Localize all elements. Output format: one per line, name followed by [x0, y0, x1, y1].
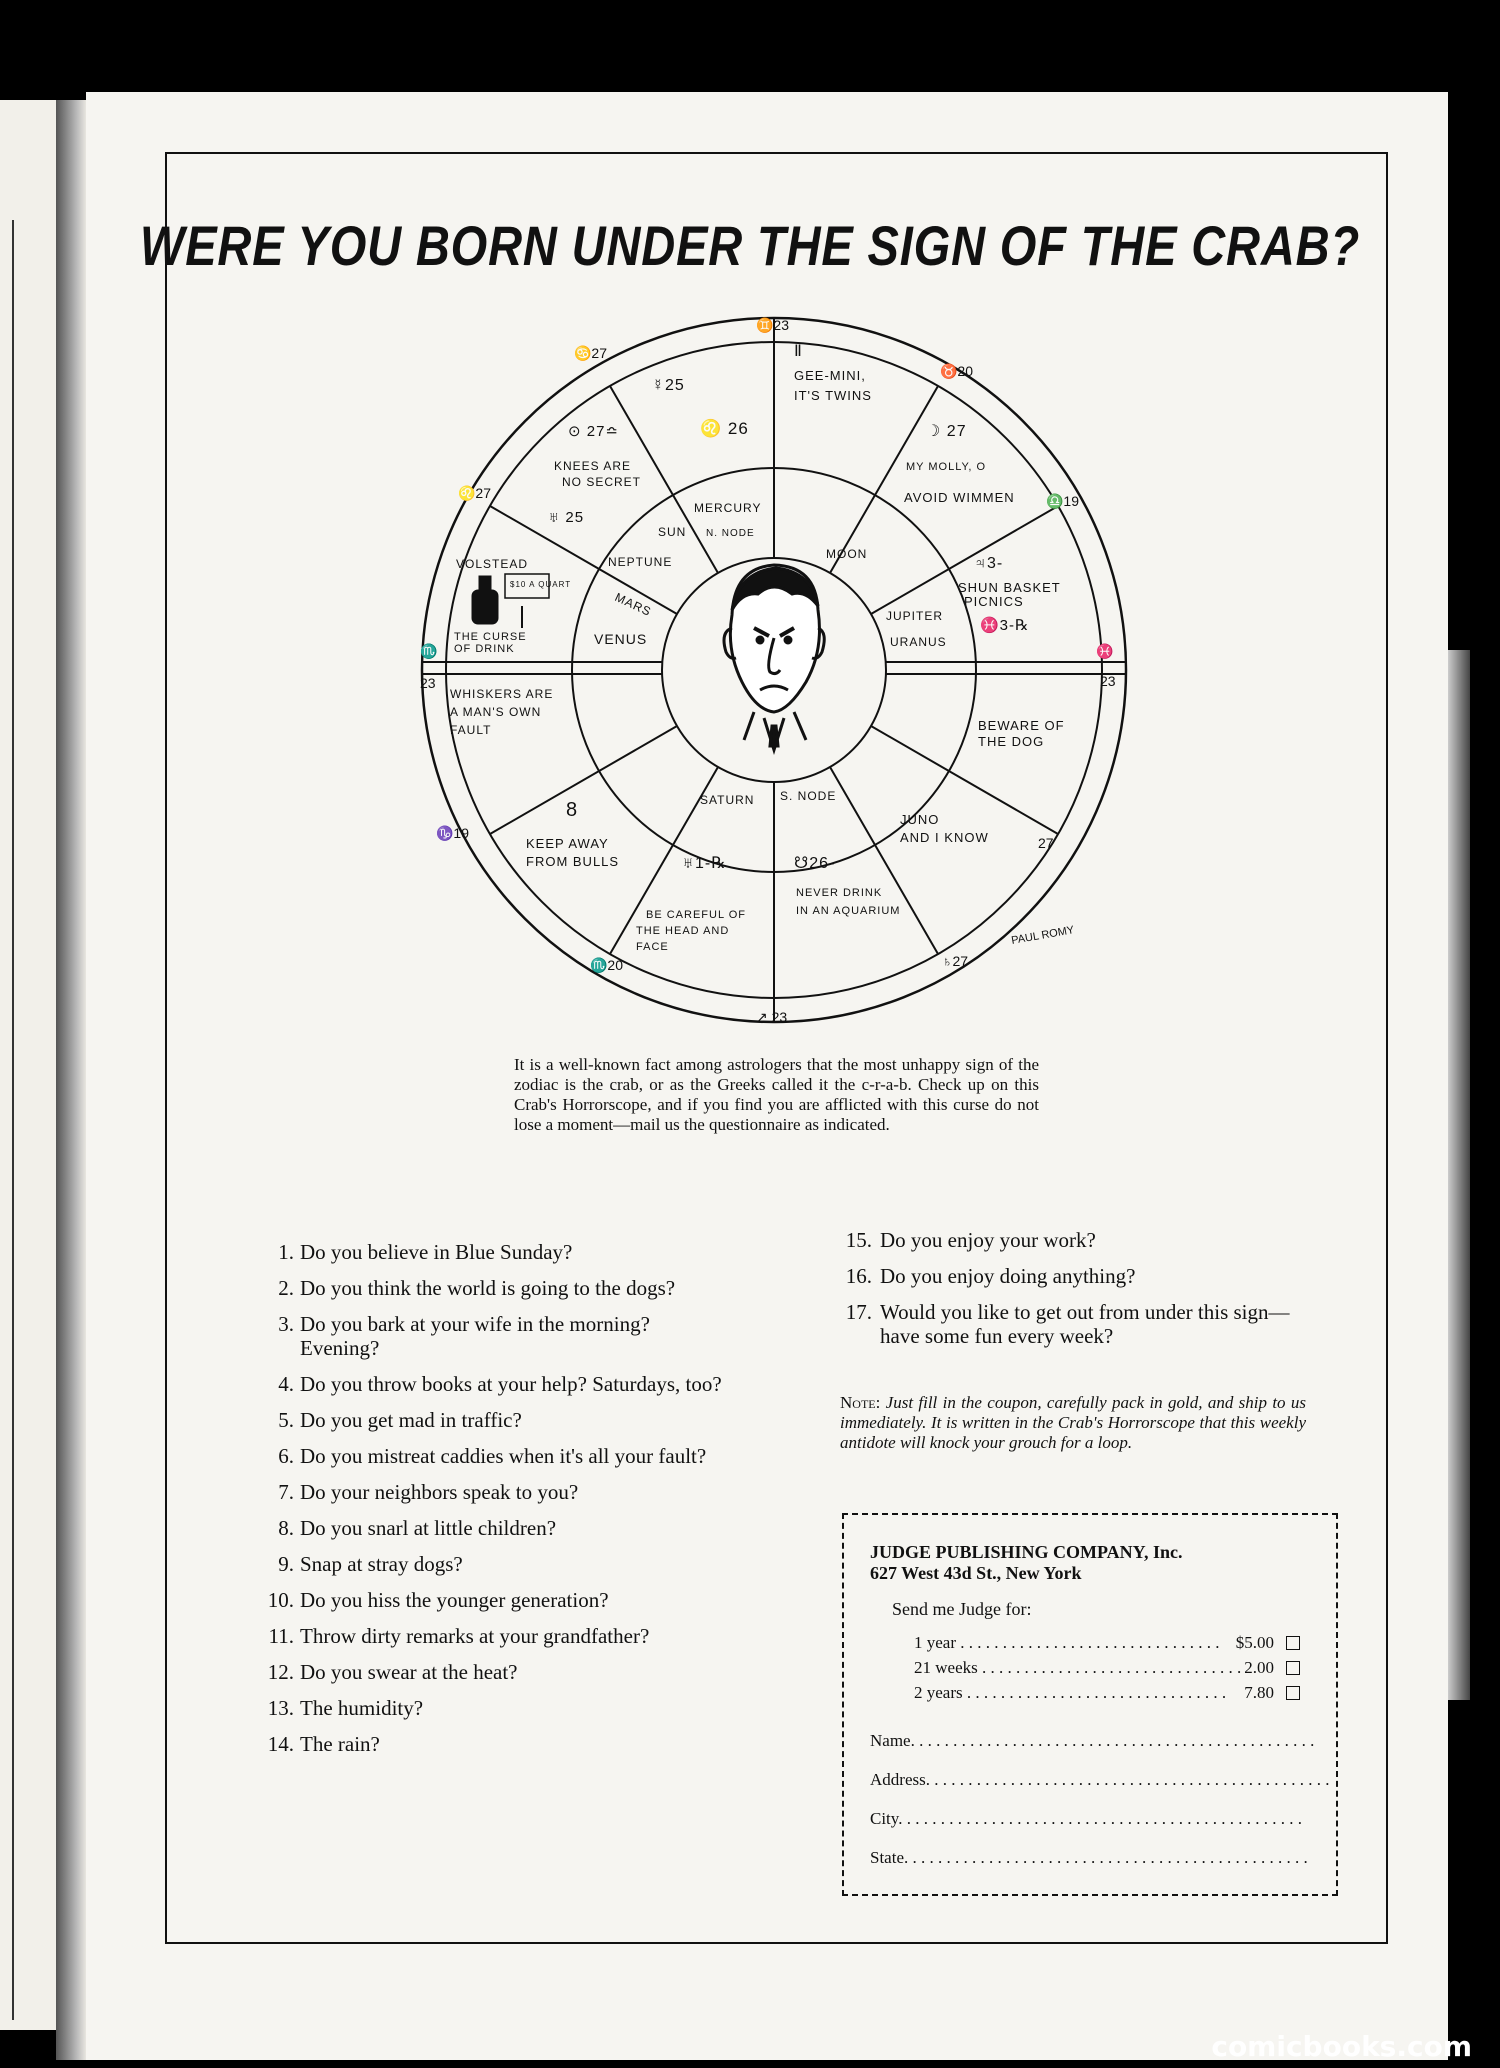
house-text: THE HEAD AND	[636, 925, 730, 937]
question-text: Throw dirty remarks at your grandfather?	[300, 1624, 650, 1648]
subscription-coupon	[842, 1513, 1338, 1896]
house-text: GEE-MINI,	[794, 368, 866, 383]
question-item	[262, 1276, 732, 1300]
question-item	[262, 1660, 732, 1684]
question-text: Do you think the world is going to the dogs?	[300, 1276, 676, 1300]
coupon-note	[840, 1393, 1306, 1453]
planet-label: URANUS	[890, 635, 947, 649]
question-text: Do your neighbors speak to you?	[300, 1480, 579, 1504]
zodiac-mark: 23	[1100, 673, 1116, 689]
question-number: 9.	[278, 1552, 294, 1576]
intro-paragraph: It is a well-known fact among astrologers that the most unhappy sign of the zodiac is the crab, or as the Greeks called it the c-r-a-b. Check up on this Crab's Horrorscope, and if you find you are afflicted with this curse do not lose a moment—mail us the questionnaire as indicated.	[514, 1055, 1039, 1134]
question-text: Do you enjoy your work?	[880, 1228, 1096, 1252]
questionnaire-left	[262, 1240, 732, 1768]
zodiac-mark: ♏20	[590, 957, 624, 973]
zodiac-mark-top: ♊23	[756, 317, 790, 333]
question-item	[262, 1408, 732, 1432]
zodiac-mark: 23	[420, 675, 436, 691]
option-price: 2.00	[1244, 1658, 1274, 1677]
house-text: ♌ 26	[700, 419, 749, 438]
house-text: KNEES ARE	[554, 459, 632, 473]
house-text: ♅ 25	[548, 509, 585, 526]
question-text: The rain?	[300, 1732, 380, 1756]
option-label: 21 weeks . . . . . . . . . . . . . . . . . . . . . . . . . . . . . . .	[914, 1658, 1242, 1677]
zodiac-mark: ♉20	[940, 363, 974, 379]
house-text: KEEP AWAY	[526, 836, 609, 851]
question-number: 12.	[267, 1660, 294, 1684]
option-checkbox[interactable]	[1286, 1661, 1300, 1675]
house-text: PICNICS	[964, 594, 1024, 609]
house-text: BEWARE OF	[978, 718, 1065, 733]
book-gutter	[56, 100, 86, 2060]
question-text: Do you believe in Blue Sunday?	[300, 1240, 573, 1264]
zodiac-mark: 27	[1038, 835, 1054, 851]
zodiac-mark-bottom: ↗ 23	[756, 1009, 788, 1025]
house-text: ♓3-℞	[980, 617, 1030, 634]
house-text: IT'S TWINS	[794, 388, 872, 403]
option-checkbox[interactable]	[1286, 1686, 1300, 1700]
question-number: 10.	[267, 1588, 294, 1612]
question-text: Do you throw books at your help? Saturdays, too?	[300, 1372, 722, 1396]
planet-label: JUPITER	[886, 609, 944, 623]
question-number: 8.	[278, 1516, 294, 1540]
house-text: ☋26-	[794, 855, 836, 872]
questionnaire-right	[832, 1228, 1312, 1360]
question-text: Do you bark at your wife in the morning? Evening?	[300, 1312, 650, 1360]
question-number: 3.	[278, 1312, 294, 1336]
page-edge-shadow	[1448, 650, 1470, 1700]
note-label: Note:	[840, 1393, 881, 1412]
option-price: $5.00	[1235, 1633, 1274, 1652]
zodiac-mark: ♄27	[942, 953, 969, 969]
house-text: JUNO	[900, 812, 940, 827]
company-name: JUDGE PUBLISHING COMPANY, Inc.	[870, 1542, 1183, 1562]
question-text: Do you hiss the younger generation?	[300, 1588, 609, 1612]
house-text: THE DOG	[978, 734, 1045, 749]
house-text: AND I KNOW	[900, 830, 989, 845]
zodiac-mark: ♌27	[458, 485, 492, 501]
question-text: The humidity?	[300, 1696, 424, 1720]
company-address: 627 West 43d St., New York	[870, 1563, 1082, 1583]
address-field[interactable]: Address. . . . . . . . . . . . . . . . . . . . . . . . . . . . . . . . . . . . . . . . . . . . . . . .	[870, 1770, 1330, 1789]
planet-label: VENUS	[594, 631, 648, 647]
artist-signature: PAUL ROMY	[1010, 924, 1076, 947]
question-item	[262, 1624, 732, 1648]
zodiac-mark: ♎19	[1046, 493, 1080, 509]
question-number: 17.	[845, 1300, 872, 1324]
planet-label: MERCURY	[694, 501, 762, 515]
question-item	[262, 1372, 732, 1396]
house-text: FACE	[636, 941, 669, 953]
question-item	[262, 1240, 732, 1264]
house-text: VOLSTEAD	[456, 557, 529, 571]
planet-label: NEPTUNE	[608, 555, 673, 569]
planet-label: S. NODE	[780, 789, 837, 803]
house-text: ☽ 27	[926, 423, 967, 440]
question-text: Do you swear at the heat?	[300, 1660, 518, 1684]
question-text: Do you get mad in traffic?	[300, 1408, 522, 1432]
question-item	[262, 1516, 732, 1540]
question-number: 14.	[267, 1732, 294, 1756]
house-text: OF DRINK	[454, 643, 515, 655]
send-me-label: Send me Judge for:	[892, 1599, 1032, 1619]
question-item	[832, 1228, 1312, 1252]
site-watermark: comicbooks.com	[1211, 2030, 1472, 2063]
question-item	[262, 1696, 732, 1720]
crab-caricature	[724, 565, 824, 750]
house-text: NEVER DRINK	[796, 887, 883, 899]
question-text: Would you like to get out from under this sign—have some fun every week?	[880, 1300, 1290, 1348]
question-number: 11.	[268, 1624, 294, 1648]
state-field[interactable]: State. . . . . . . . . . . . . . . . . . . . . . . . . . . . . . . . . . . . . . . . . . . . . . . .	[870, 1848, 1308, 1867]
question-text: Snap at stray dogs?	[300, 1552, 463, 1576]
page-title: WERE YOU BORN UNDER THE SIGN OF THE CRAB?	[139, 214, 1361, 277]
question-text: Do you mistreat caddies when it's all your fault?	[300, 1444, 707, 1468]
question-number: 16.	[845, 1264, 872, 1288]
house-text: A MAN'S OWN	[450, 705, 542, 719]
house-text: MY MOLLY, O	[906, 461, 987, 473]
city-field[interactable]: City. . . . . . . . . . . . . . . . . . . . . . . . . . . . . . . . . . . . . . . . . . . . . . . .	[870, 1809, 1302, 1828]
option-price: 7.80	[1244, 1683, 1274, 1702]
house-text: NO SECRET	[562, 475, 642, 489]
option-label: 1 year . . . . . . . . . . . . . . . . . . . . . . . . . . . . . . .	[914, 1633, 1220, 1652]
question-item	[262, 1552, 732, 1576]
facing-page-rule	[0, 220, 14, 2020]
house-text: 8	[566, 799, 579, 821]
question-item	[262, 1444, 732, 1468]
zodiac-mark: ♑19	[436, 825, 470, 841]
planet-label: N. NODE	[706, 528, 755, 539]
house-text: BE CAREFUL OF	[646, 909, 746, 921]
coupon-company	[870, 1542, 1183, 1584]
question-text: Do you snarl at little children?	[300, 1516, 557, 1540]
zodiac-mark: ♓	[1096, 643, 1114, 659]
question-number: 15.	[845, 1228, 872, 1252]
question-number: 1.	[278, 1240, 294, 1264]
house-text: ⊙ 27≏	[568, 423, 619, 440]
planet-label: SUN	[658, 525, 687, 539]
planet-label: MARS	[612, 590, 654, 620]
question-number: 4.	[278, 1372, 294, 1396]
question-number: 13.	[267, 1696, 294, 1720]
option-checkbox[interactable]	[1286, 1636, 1300, 1650]
house-text: ♅1-℞	[682, 855, 727, 872]
name-field[interactable]: Name. . . . . . . . . . . . . . . . . . . . . . . . . . . . . . . . . . . . . . . . . . . . . . . .	[870, 1731, 1315, 1750]
house-text: ♃3-	[974, 555, 1004, 572]
house-text: SHUN BASKET	[958, 580, 1061, 595]
question-item	[262, 1588, 732, 1612]
question-item	[262, 1480, 732, 1504]
question-number: 6.	[278, 1444, 294, 1468]
house-text: FAULT	[450, 723, 492, 737]
house-text: ☿25	[652, 377, 685, 394]
question-item	[832, 1264, 1312, 1288]
house-text: AVOID WIMMEN	[904, 490, 1015, 505]
house-text: $10 A QUART	[510, 580, 572, 589]
question-item	[262, 1312, 732, 1360]
planet-label: MOON	[826, 547, 868, 561]
question-number: 7.	[278, 1480, 294, 1504]
zodiac-mark: ♏	[420, 643, 438, 659]
question-number: 5.	[278, 1408, 294, 1432]
question-number: 2.	[278, 1276, 294, 1300]
question-text: Do you enjoy doing anything?	[880, 1264, 1136, 1288]
planet-label: SATURN	[700, 793, 755, 807]
option-label: 2 years . . . . . . . . . . . . . . . . . . . . . . . . . . . . . . .	[914, 1683, 1227, 1702]
question-item	[832, 1300, 1312, 1348]
house-text: FROM BULLS	[526, 854, 620, 869]
note-text: Just fill in the coupon, carefully pack in gold, and ship to us immediately. It is written in the Crab's Horrorscope that this weekly antidote will knock your grouch for a loop.	[840, 1393, 1307, 1452]
question-item	[262, 1732, 732, 1756]
house-text: THE CURSE	[454, 631, 527, 643]
horoscope-wheel	[414, 310, 1134, 1030]
house-text: WHISKERS ARE	[450, 687, 554, 701]
zodiac-mark: ♋27	[574, 345, 608, 361]
house-text: IN AN AQUARIUM	[796, 905, 901, 917]
house-glyph: Ⅱ	[794, 343, 803, 360]
